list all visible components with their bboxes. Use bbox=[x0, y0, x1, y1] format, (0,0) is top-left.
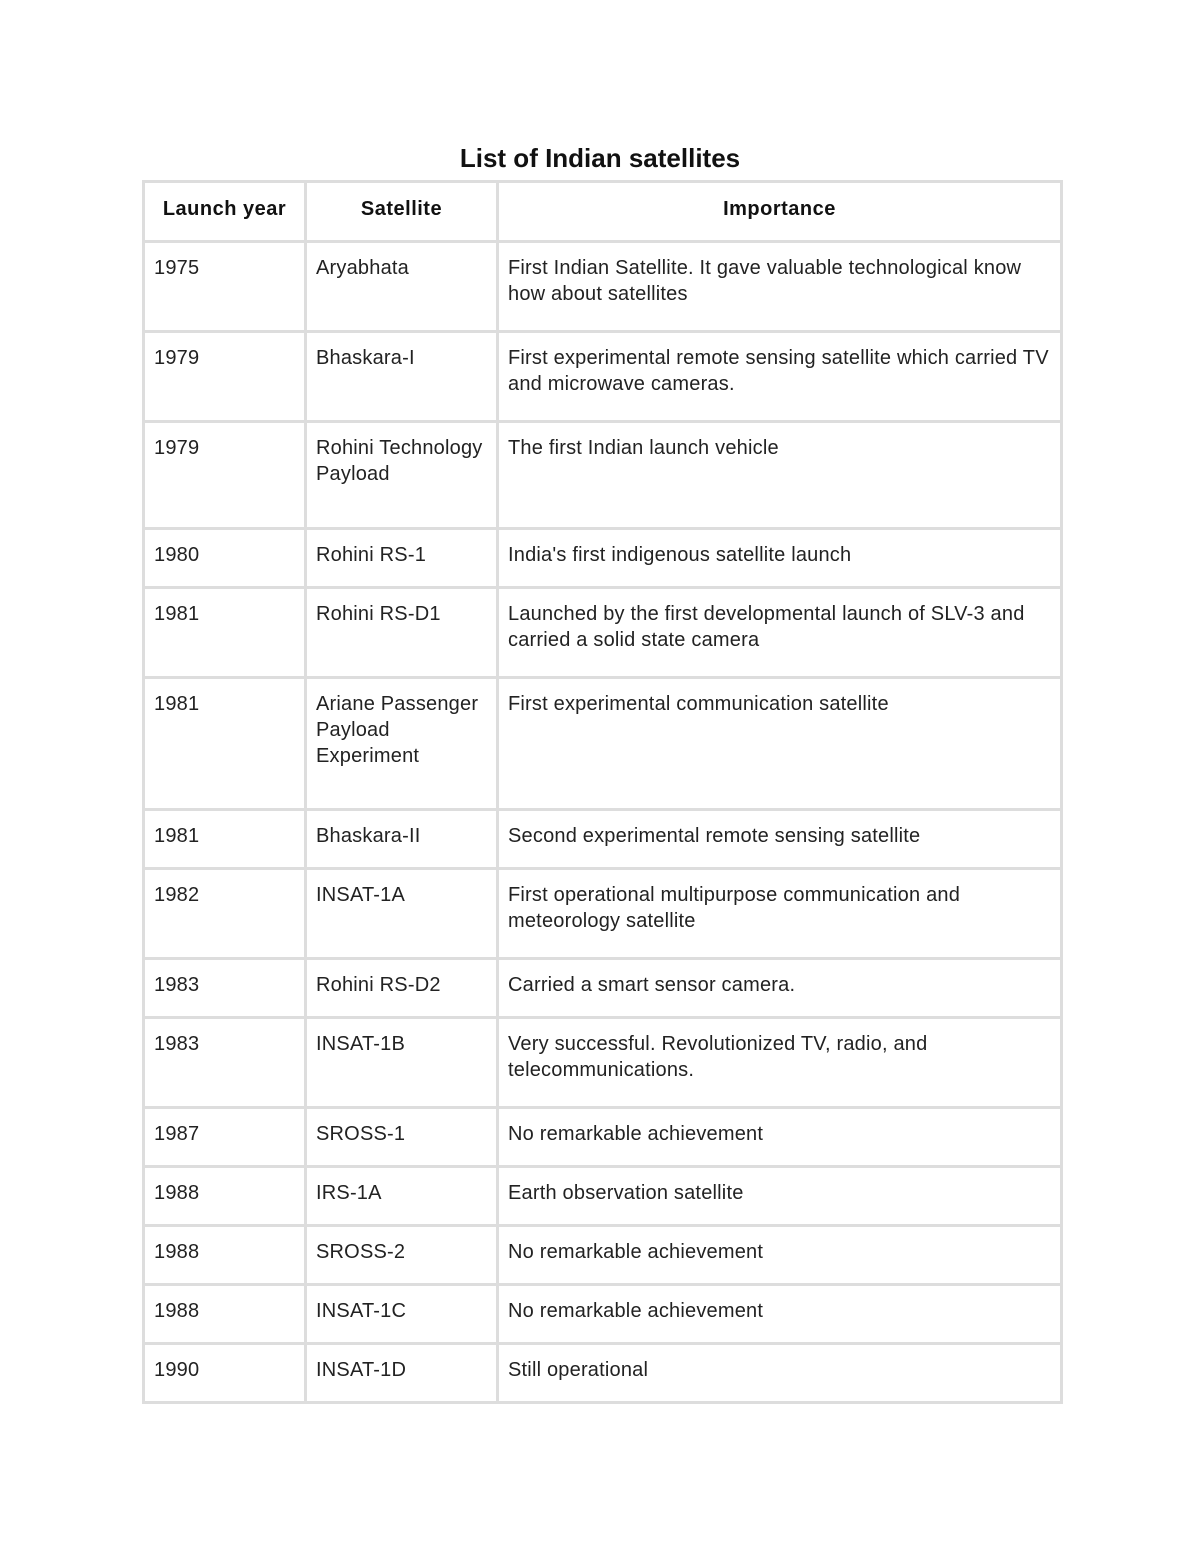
table-row bbox=[145, 243, 1063, 333]
cell-launch-year: 1979 bbox=[145, 333, 307, 423]
cell-launch-year: 1990 bbox=[145, 1345, 307, 1404]
cell-importance: Earth observation satellite bbox=[499, 1168, 1063, 1227]
cell-importance: No remarkable achievement bbox=[499, 1227, 1063, 1286]
cell-satellite: INSAT-1B bbox=[307, 1019, 499, 1109]
column-header-importance: Importance bbox=[499, 183, 1063, 243]
cell-launch-year: 1988 bbox=[145, 1286, 307, 1345]
cell-satellite: Bhaskara-I bbox=[307, 333, 499, 423]
cell-launch-year: 1988 bbox=[145, 1227, 307, 1286]
cell-importance: First Indian Satellite. It gave valuable technological know how about satellites bbox=[499, 243, 1063, 333]
cell-launch-year: 1981 bbox=[145, 679, 307, 811]
cell-satellite: INSAT-1A bbox=[307, 870, 499, 960]
table-row bbox=[145, 1286, 1063, 1345]
cell-satellite: Bhaskara-II bbox=[307, 811, 499, 870]
cell-importance: India's first indigenous satellite launch bbox=[499, 530, 1063, 589]
cell-launch-year: 1983 bbox=[145, 1019, 307, 1109]
table-row bbox=[145, 870, 1063, 960]
cell-importance: Carried a smart sensor camera. bbox=[499, 960, 1063, 1019]
cell-satellite: Rohini RS-D2 bbox=[307, 960, 499, 1019]
cell-launch-year: 1979 bbox=[145, 423, 307, 530]
cell-satellite: SROSS-1 bbox=[307, 1109, 499, 1168]
table-row bbox=[145, 530, 1063, 589]
cell-satellite: Ariane Passenger Payload Experiment bbox=[307, 679, 499, 811]
table-row bbox=[145, 589, 1063, 679]
cell-importance: Second experimental remote sensing satellite bbox=[499, 811, 1063, 870]
satellites-table bbox=[142, 180, 1063, 1404]
cell-satellite: Rohini RS-1 bbox=[307, 530, 499, 589]
cell-satellite: INSAT-1D bbox=[307, 1345, 499, 1404]
cell-launch-year: 1980 bbox=[145, 530, 307, 589]
table-row bbox=[145, 811, 1063, 870]
cell-satellite: SROSS-2 bbox=[307, 1227, 499, 1286]
table-row bbox=[145, 1168, 1063, 1227]
table-row bbox=[145, 333, 1063, 423]
table-row bbox=[145, 423, 1063, 530]
cell-launch-year: 1987 bbox=[145, 1109, 307, 1168]
cell-satellite: Rohini RS-D1 bbox=[307, 589, 499, 679]
page-title: List of Indian satellites bbox=[459, 143, 741, 173]
table-row bbox=[145, 1345, 1063, 1404]
table-row bbox=[145, 1227, 1063, 1286]
cell-importance: No remarkable achievement bbox=[499, 1286, 1063, 1345]
cell-importance: No remarkable achievement bbox=[499, 1109, 1063, 1168]
column-header-satellite: Satellite bbox=[307, 183, 499, 243]
table-row bbox=[145, 679, 1063, 811]
cell-importance: First experimental remote sensing satellite which carried TV and microwave cameras. bbox=[499, 333, 1063, 423]
cell-launch-year: 1981 bbox=[145, 811, 307, 870]
cell-importance: Launched by the first developmental launch of SLV-3 and carried a solid state camera bbox=[499, 589, 1063, 679]
column-header-launch-year: Launch year bbox=[145, 183, 307, 243]
table-header-row bbox=[145, 183, 1063, 243]
cell-importance: First operational multipurpose communication and meteorology satellite bbox=[499, 870, 1063, 960]
cell-launch-year: 1982 bbox=[145, 870, 307, 960]
cell-importance: Still operational bbox=[499, 1345, 1063, 1404]
cell-importance: The first Indian launch vehicle bbox=[499, 423, 1063, 530]
cell-launch-year: 1983 bbox=[145, 960, 307, 1019]
table-row bbox=[145, 960, 1063, 1019]
cell-launch-year: 1975 bbox=[145, 243, 307, 333]
cell-importance: Very successful. Revolutionized TV, radio, and telecommunications. bbox=[499, 1019, 1063, 1109]
cell-launch-year: 1988 bbox=[145, 1168, 307, 1227]
cell-satellite: IRS-1A bbox=[307, 1168, 499, 1227]
cell-satellite: Rohini Technology Payload bbox=[307, 423, 499, 530]
table-row bbox=[145, 1019, 1063, 1109]
cell-satellite: INSAT-1C bbox=[307, 1286, 499, 1345]
cell-launch-year: 1981 bbox=[145, 589, 307, 679]
cell-satellite: Aryabhata bbox=[307, 243, 499, 333]
table-row bbox=[145, 1109, 1063, 1168]
cell-importance: First experimental communication satellite bbox=[499, 679, 1063, 811]
